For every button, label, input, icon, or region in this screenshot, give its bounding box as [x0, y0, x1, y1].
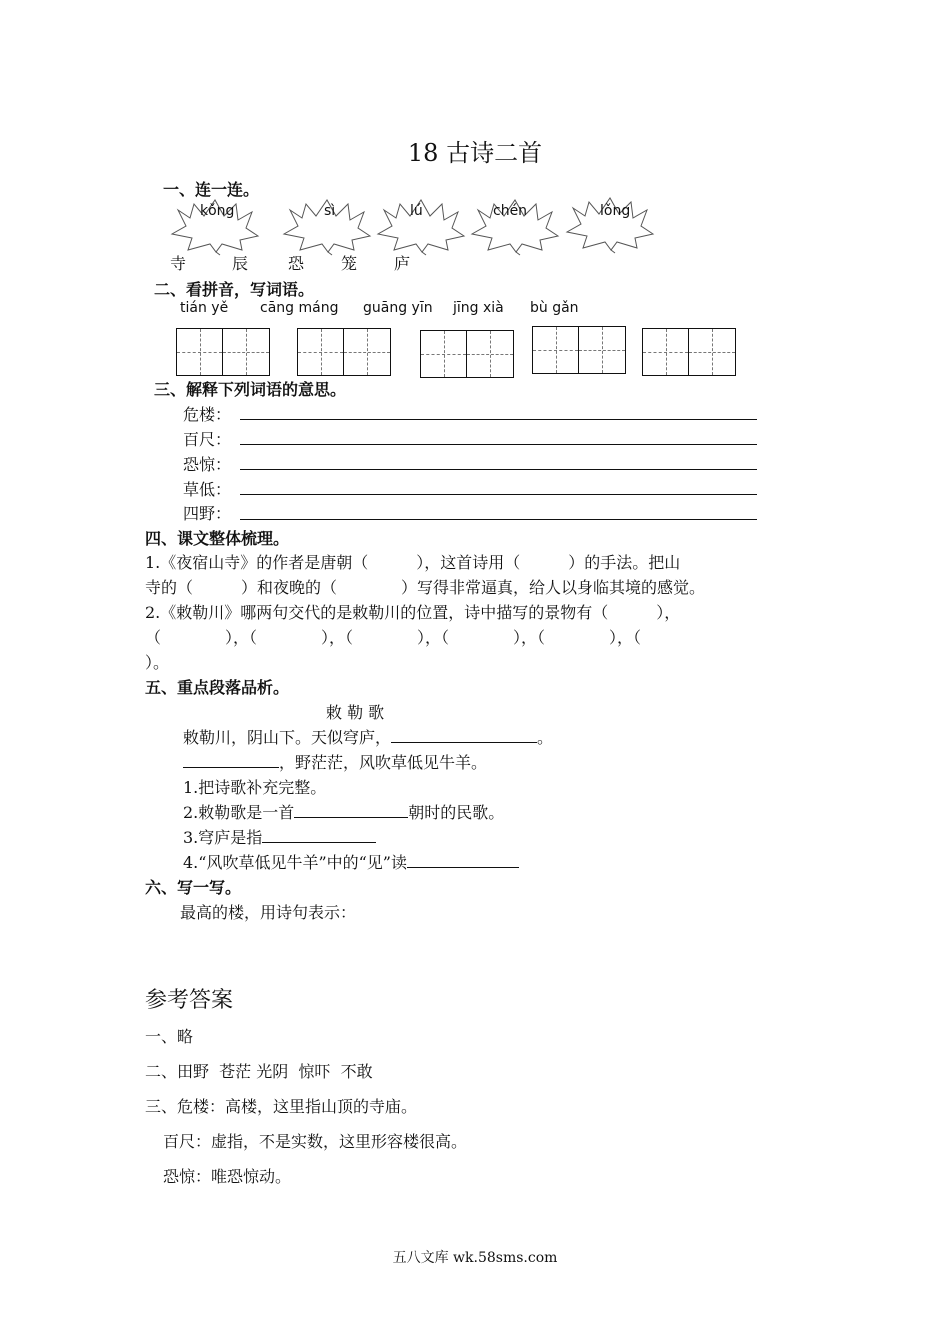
poem-text: ，野茫茫，风吹草低见牛羊。	[279, 753, 488, 772]
character-label: 庐	[394, 254, 411, 273]
footer-watermark: 五八文库 wk.58sms.com	[392, 1250, 558, 1266]
answer-text: 二、田野 苍茫 光阴 惊吓 不敢	[145, 1062, 373, 1081]
question-part: 朝时的民歌。	[408, 803, 505, 822]
pinyin-label: lú	[410, 203, 423, 219]
poem-title: 敕 勒 歌	[326, 703, 385, 722]
poem-text: 敕勒川，阴山下。天似穹庐，	[183, 728, 392, 747]
section-2-heading: 二、看拼音，写词语。	[154, 280, 315, 299]
answers-heading: 参考答案	[145, 988, 234, 1013]
question-text	[183, 825, 376, 848]
writing-grid[interactable]	[642, 328, 736, 376]
blank-line[interactable]	[294, 803, 408, 818]
answer-text: 恐惊：唯恐惊动。	[163, 1167, 292, 1186]
pinyin-label: kǒng	[200, 203, 235, 219]
word-label: 危楼：	[183, 405, 232, 424]
section-5-heading: 五、重点段落品析。	[145, 678, 290, 697]
answer-line[interactable]	[240, 444, 757, 445]
character-label: 寺	[170, 254, 187, 273]
page-title: 18 古诗二首	[407, 139, 543, 167]
question-text: 最高的楼，用诗句表示：	[180, 903, 357, 922]
writing-grid[interactable]	[420, 330, 514, 378]
blank-line[interactable]	[183, 753, 279, 768]
question-text: （ ），（ ），（ ），（ ），（ ），（	[145, 628, 642, 647]
pinyin-label: tián yě	[180, 300, 229, 316]
word-label: 恐惊：	[183, 455, 232, 474]
question-text: 1.把诗歌补充完整。	[183, 778, 327, 797]
question-part: 3.穹庐是指	[183, 828, 263, 847]
question-text: 2.《敕勒川》哪两句交代的是敕勒川的位置，诗中描写的景物有（ ），	[145, 603, 681, 622]
blank-line[interactable]	[391, 728, 537, 743]
pinyin-label: cāng máng	[260, 300, 339, 316]
pinyin-label: sì	[324, 203, 336, 219]
answer-text: 一、略	[145, 1027, 194, 1046]
question-text	[183, 800, 504, 823]
word-label: 草低：	[183, 480, 232, 499]
character-label: 笼	[341, 254, 358, 273]
answer-line[interactable]	[240, 494, 757, 495]
question-text: 寺的（ ）和夜晚的（ ）写得非常逼真，给人以身临其境的感觉。	[145, 578, 706, 597]
section-6-heading: 六、写一写。	[145, 878, 242, 897]
section-4-heading: 四、课文整体梳理。	[145, 529, 290, 548]
answer-line[interactable]	[240, 519, 757, 520]
section-1-heading: 一、连一连。	[163, 180, 260, 199]
poem-line	[183, 725, 553, 748]
question-text: ）。	[145, 653, 170, 672]
blank-line[interactable]	[407, 853, 519, 868]
answer-line[interactable]	[240, 469, 757, 470]
pinyin-label: lǒng	[600, 203, 631, 219]
poem-text: 。	[537, 728, 554, 747]
word-label: 百尺：	[183, 430, 232, 449]
answer-text: 百尺：虚指，不是实数，这里形容楼很高。	[163, 1132, 468, 1151]
character-label: 辰	[232, 254, 249, 273]
poem-line	[183, 750, 487, 773]
pinyin-label: guāng yīn	[363, 300, 433, 316]
writing-grid[interactable]	[297, 328, 391, 376]
blank-line[interactable]	[262, 828, 376, 843]
pinyin-label: jīng xià	[453, 300, 504, 316]
answer-text: 三、危楼：高楼，这里指山顶的寺庙。	[145, 1097, 418, 1116]
section-3-heading: 三、解释下列词语的意思。	[154, 380, 347, 399]
question-text: 1.《夜宿山寺》的作者是唐朝（ ），这首诗用（ ）的手法。把山	[145, 553, 681, 572]
pinyin-label: chén	[493, 203, 528, 219]
writing-grid[interactable]	[532, 326, 626, 374]
question-part: 4.“风吹草低见牛羊”中的“见”读	[183, 853, 407, 872]
pinyin-label: bù gǎn	[530, 300, 579, 316]
character-label: 恐	[288, 254, 305, 273]
question-part: 2.敕勒歌是一首	[183, 803, 295, 822]
writing-grid[interactable]	[176, 328, 270, 376]
word-label: 四野：	[183, 504, 232, 523]
answer-line[interactable]	[240, 419, 757, 420]
question-text	[183, 850, 519, 873]
